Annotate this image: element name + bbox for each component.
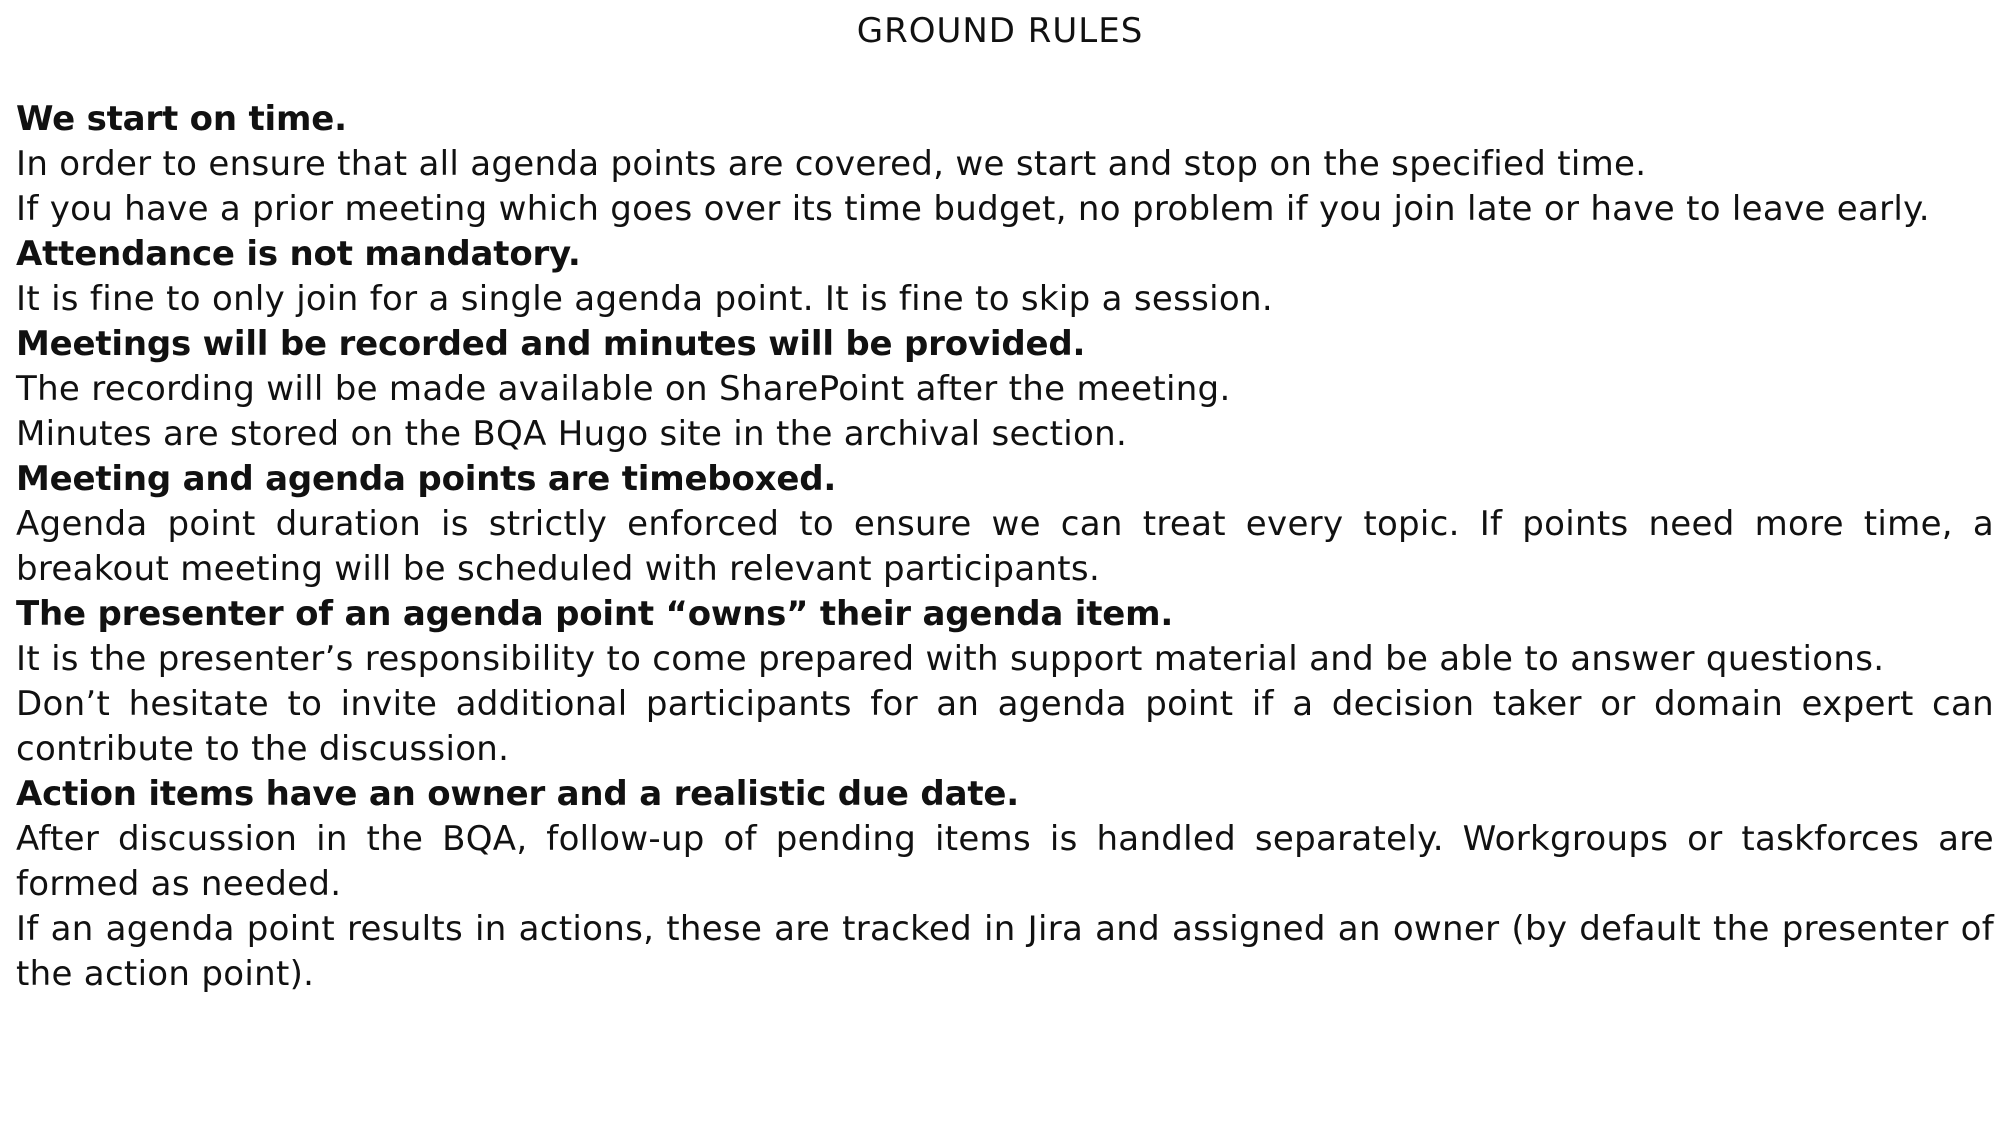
rule-paragraph: If you have a prior meeting which goes over its time budget, no problem if you join late or have to leave early. xyxy=(16,189,1930,229)
rule-heading: Meetings will be recorded and minutes will be provided. xyxy=(16,324,1086,364)
rule-heading: We start on time. xyxy=(16,99,347,139)
rule-paragraph: Minutes are stored on the BQA Hugo site in the archival section. xyxy=(16,414,1128,454)
rule-paragraph: If an agenda point results in actions, these are tracked in Jira and assigned an owner (by default the presenter of the action point). xyxy=(16,909,1994,994)
rule-presenter-owns xyxy=(16,592,1994,772)
rule-timeboxed xyxy=(16,457,1994,592)
rule-heading: The presenter of an agenda point “owns” their agenda item. xyxy=(16,594,1174,634)
rule-paragraph: After discussion in the BQA, follow-up of pending items is handled separately. Workgroups or taskforces are formed as needed. xyxy=(16,819,1994,904)
rule-paragraph: It is the presenter’s responsibility to come prepared with support material and be able to answer questions. xyxy=(16,639,1885,679)
rule-paragraph: Don’t hesitate to invite additional participants for an agenda point if a decision taker or domain expert can contribute to the discussion. xyxy=(16,684,1994,769)
rule-action-items xyxy=(16,772,1994,997)
rule-recording-minutes xyxy=(16,322,1994,457)
rule-paragraph: The recording will be made available on SharePoint after the meeting. xyxy=(16,369,1231,409)
page-title: GROUND RULES xyxy=(856,11,1144,51)
rule-paragraph: In order to ensure that all agenda points are covered, we start and stop on the specified time. xyxy=(16,144,1647,184)
rule-paragraph: Agenda point duration is strictly enforced to ensure we can treat every topic. If points need more time, a breakout meeting will be scheduled with relevant participants. xyxy=(16,504,1994,589)
rule-paragraph: It is fine to only join for a single agenda point. It is fine to skip a session. xyxy=(16,279,1273,319)
ground-rules-list xyxy=(16,97,1994,997)
rule-heading: Meeting and agenda points are timeboxed. xyxy=(16,459,837,499)
rule-heading: Attendance is not mandatory. xyxy=(16,234,581,274)
rule-attendance xyxy=(16,232,1994,322)
rule-start-on-time xyxy=(16,97,1994,232)
rule-heading: Action items have an owner and a realistic due date. xyxy=(16,774,1019,814)
